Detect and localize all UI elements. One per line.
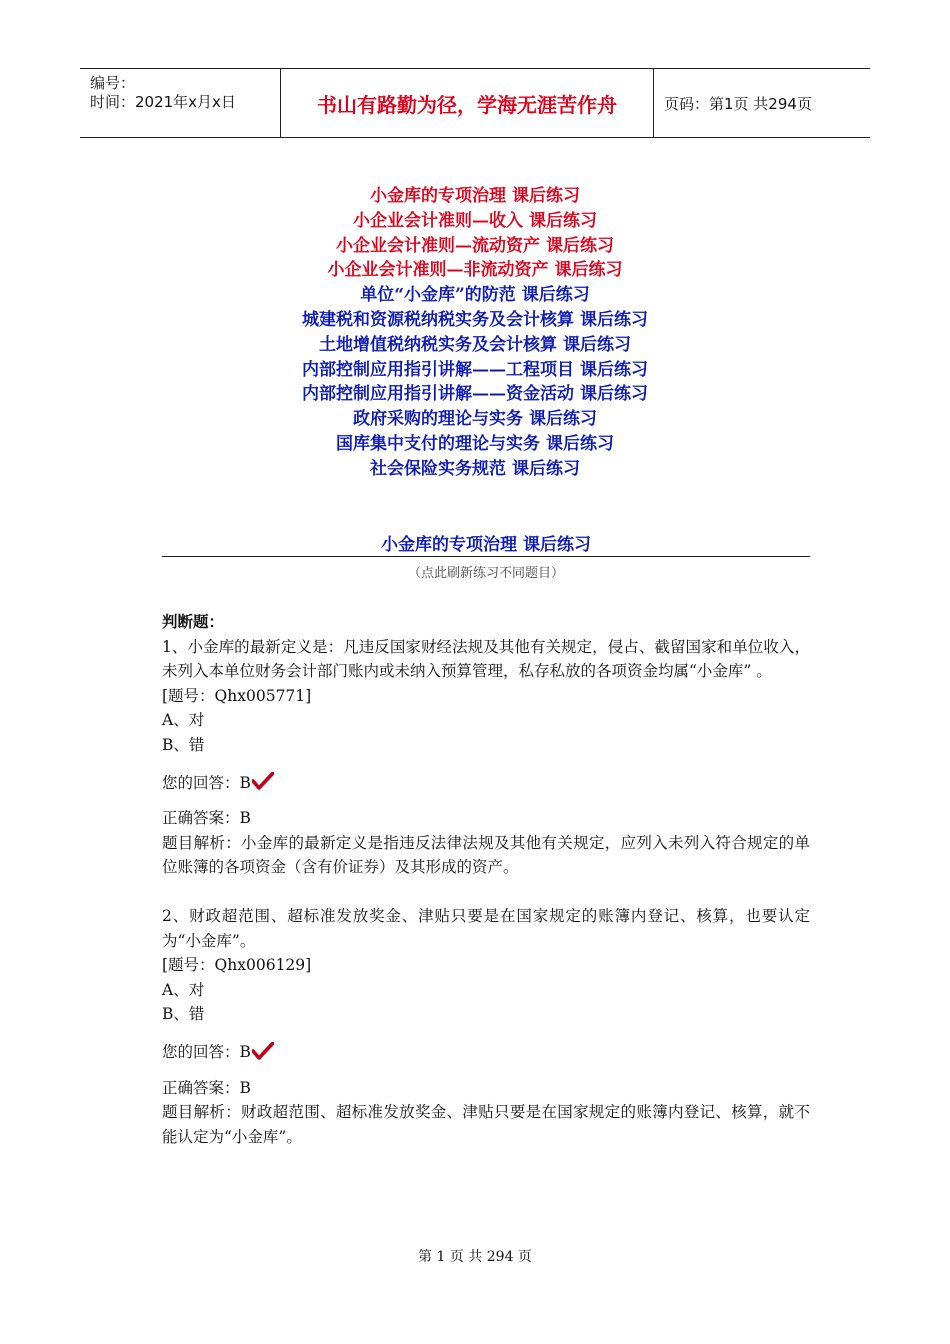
your-answer: 您的回答：B <box>162 1042 251 1061</box>
page-footer: 第 1 页 共 294 页 <box>418 1249 532 1265</box>
toc-link[interactable]: 城建税和资源税纳税实务及会计核算 课后练习 <box>302 309 648 330</box>
header-meta <box>80 69 281 137</box>
header-motto: 书山有路勤为径，学海无涯苦作舟 <box>281 69 654 137</box>
option-b[interactable]: B、错 <box>162 735 205 754</box>
answer-analysis: 题目解析：小金库的最新定义是指违反法律法规及其他有关规定，应列入未列入符合规定的单位账簿的各项资金（含有价证券）及其形成的资产。 <box>162 833 810 877</box>
toc-link[interactable]: 内部控制应用指引讲解——工程项目 课后练习 <box>302 359 648 380</box>
option-b[interactable]: B、错 <box>162 1005 205 1024</box>
question-block <box>162 635 810 880</box>
toc-link[interactable]: 小企业会计准则—非流动资产 课后练习 <box>327 260 623 281</box>
question-text: 1、小金库的最新定义是：凡违反国家财经法规及其他有关规定，侵占、截留国家和单位收入，未列入本单位财务会计部门账内或未纳入预算管理，私存私放的各项资金均属“小金库” 。 <box>162 637 810 681</box>
question-block <box>162 904 810 1149</box>
table-of-contents <box>0 184 950 482</box>
correct-answer: 正确答案：B <box>162 1078 251 1097</box>
checkmark-icon <box>252 1042 274 1060</box>
toc-link[interactable]: 土地增值税纳税实务及会计核算 课后练习 <box>319 334 631 355</box>
page-header <box>80 68 870 138</box>
question-id: [题号：Qhx005771] <box>162 686 312 705</box>
option-a[interactable]: A、对 <box>162 980 205 999</box>
question-text: 2、财政超范围、超标准发放奖金、津贴只要是在国家规定的账簿内登记、核算，也要认定为“小金库”。 <box>162 906 810 950</box>
section-title: 小金库的专项治理 课后练习 <box>162 534 810 557</box>
number-label: 编号： <box>90 74 136 92</box>
time-label: 时间：2021年x月x日 <box>90 93 236 111</box>
your-answer: 您的回答：B <box>162 773 251 792</box>
your-answer-row <box>162 771 810 796</box>
toc-link[interactable]: 小企业会计准则—收入 课后练习 <box>353 210 597 231</box>
checkmark-icon <box>252 772 274 790</box>
toc-link[interactable]: 国库集中支付的理论与实务 课后练习 <box>336 433 614 454</box>
refresh-link[interactable]: （点此刷新练习不同题目） <box>407 566 564 581</box>
exercise-content <box>162 610 810 1149</box>
toc-link[interactable]: 小企业会计准则—流动资产 课后练习 <box>336 235 614 256</box>
question-type-heading: 判断题： <box>162 612 225 631</box>
question-id: [题号：Qhx006129] <box>162 956 312 975</box>
toc-link[interactable]: 社会保险实务规范 课后练习 <box>370 458 580 479</box>
answer-analysis: 题目解析：财政超范围、超标准发放奖金、津贴只要是在国家规定的账簿内登记、核算，就不能认定为“小金库”。 <box>162 1103 810 1146</box>
toc-link[interactable]: 内部控制应用指引讲解——资金活动 课后练习 <box>302 384 648 405</box>
toc-link[interactable]: 单位“小金库”的防范 课后练习 <box>360 285 590 306</box>
your-answer-row <box>162 1040 810 1065</box>
toc-link[interactable]: 小金库的专项治理 课后练习 <box>370 186 580 206</box>
toc-link[interactable]: 政府采购的理论与实务 课后练习 <box>353 409 597 430</box>
option-a[interactable]: A、对 <box>162 711 205 730</box>
correct-answer: 正确答案：B <box>162 809 251 828</box>
header-page-info: 页码：第1页 共294页 <box>664 94 812 113</box>
